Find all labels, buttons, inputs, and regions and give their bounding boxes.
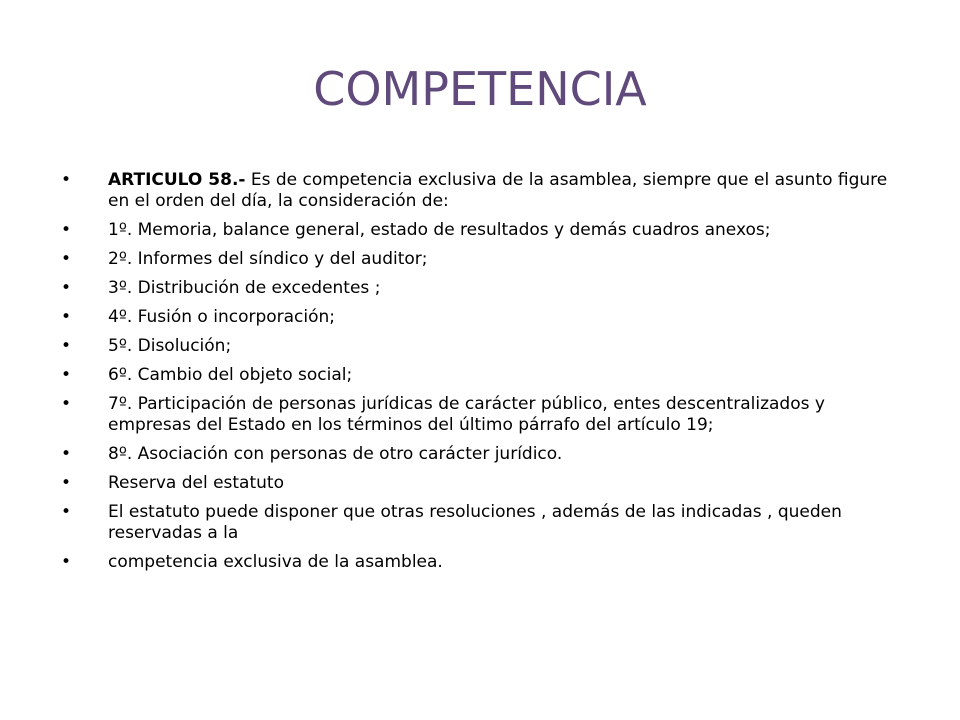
list-item-text: 3º. Distribución de excedentes ; [108, 278, 381, 298]
bullet-list [60, 170, 888, 581]
list-item-text: 8º. Asociación con personas de otro carácter jurídico. [108, 444, 563, 464]
list-item-text: El estatuto puede disponer que otras resoluciones , además de las indicadas , queden reservadas a la [108, 502, 842, 543]
list-item [60, 394, 888, 436]
list-item-text: 5º. Disolución; [108, 336, 232, 356]
bullet-icon: • [60, 365, 72, 385]
bullet-icon: • [60, 249, 72, 269]
list-item [60, 307, 888, 328]
list-item [60, 444, 888, 465]
bullet-icon: • [60, 307, 72, 327]
bullet-icon: • [60, 170, 72, 190]
list-item-text: 7º. Participación de personas jurídicas de carácter público, entes descentralizados y empresas del Estado en los términos del último párrafo del artículo 19; [108, 394, 825, 435]
list-item [60, 552, 888, 573]
bullet-icon: • [60, 220, 72, 240]
list-item-articulo [60, 170, 888, 212]
list-item [60, 249, 888, 270]
list-item [60, 336, 888, 357]
bullet-icon: • [60, 336, 72, 356]
list-item-text: 1º. Memoria, balance general, estado de resultados y demás cuadros anexos; [108, 220, 771, 240]
list-item [60, 473, 888, 494]
bullet-icon: • [60, 444, 72, 464]
bullet-icon: • [60, 394, 72, 414]
list-item-text: 2º. Informes del síndico y del auditor; [108, 249, 428, 269]
slide-title: COMPETENCIA [313, 62, 647, 116]
list-item [60, 220, 888, 241]
list-item-text: 4º. Fusión o incorporación; [108, 307, 336, 327]
list-item-text: Reserva del estatuto [108, 473, 284, 493]
list-item-text: Es de competencia exclusiva de la asamblea, siempre que el asunto figure en el orden del día, la consideración de: [108, 170, 888, 211]
list-item [60, 502, 888, 544]
bullet-icon: • [60, 502, 72, 522]
list-item-text: 6º. Cambio del objeto social; [108, 365, 353, 385]
bullet-icon: • [60, 473, 72, 493]
bullet-icon: • [60, 552, 72, 572]
list-item [60, 365, 888, 386]
bullet-icon: • [60, 278, 72, 298]
list-item-text: competencia exclusiva de la asamblea. [108, 552, 443, 572]
list-item [60, 278, 888, 299]
article-heading: ARTICULO 58.- [108, 170, 246, 190]
